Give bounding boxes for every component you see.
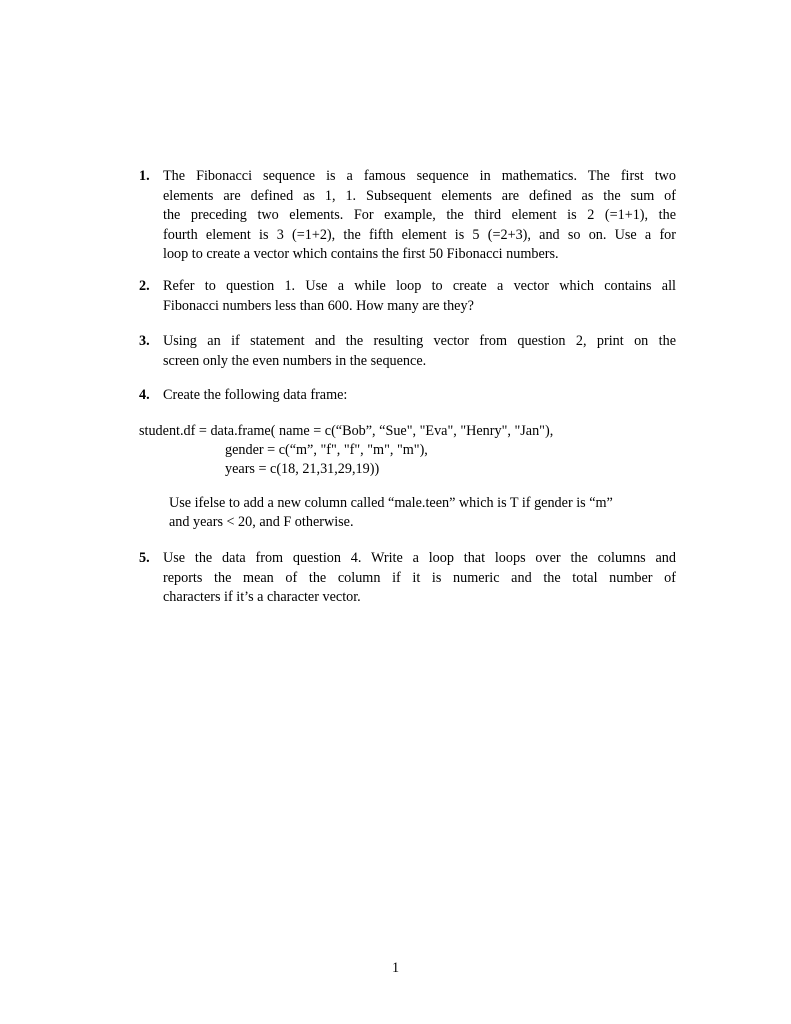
question-line: Using an if statement and the resulting vector from question 2, print on the: [163, 333, 676, 349]
question-text: [163, 332, 676, 371]
question-line: fourth element is 3 (=1+2), the fifth element is 5 (=2+3), and so on. Use a for: [163, 226, 676, 243]
question-line: screen only the even numbers in the sequence.: [163, 352, 427, 369]
note-line: Use ifelse to add a new column called “male.teen” which is T if gender is “m”: [169, 495, 613, 511]
question-line: The Fibonacci sequence is a famous sequence in mathematics. The first two: [163, 168, 676, 184]
page-number: 1: [391, 960, 400, 976]
question-2: [139, 277, 676, 316]
question-3: [139, 332, 676, 371]
question-number: 1.: [139, 168, 150, 184]
note-line: and years < 20, and F otherwise.: [169, 514, 354, 530]
question-line: loop to create a vector which contains the first 50 Fibonacci numbers.: [163, 246, 559, 262]
code-line: student.df = data.frame( name = c(“Bob”, “Sue", "Eva", "Henry", "Jan"),: [139, 423, 554, 439]
question-number: 5.: [139, 550, 150, 566]
question-line: characters if it’s a character vector.: [163, 589, 361, 605]
question-line: Refer to question 1. Use a while loop to create a vector which contains all: [163, 278, 676, 294]
question-line: reports the mean of the column if it is numeric and the total number of: [163, 569, 676, 586]
question-text: [163, 167, 676, 265]
question-number: 3.: [139, 333, 150, 349]
question-1: [139, 167, 676, 265]
question-line: Create the following data frame:: [163, 387, 348, 403]
question-line: Use the data from question 4. Write a loop that loops over the columns and: [163, 550, 676, 566]
question-line: elements are defined as 1, 1. Subsequent elements are defined as the sum of: [163, 187, 676, 204]
question-text: [163, 549, 676, 608]
code-block: [139, 422, 553, 479]
question-5: [139, 549, 676, 608]
question-number: 2.: [139, 278, 150, 294]
instruction-note: [169, 494, 679, 532]
question-line: the preceding two elements. For example, the third element is 2 (=1+1), the: [163, 207, 676, 223]
code-line: years = c(18, 21,31,29,19)): [225, 461, 380, 477]
question-text: [163, 386, 676, 406]
code-line: gender = c(“m”, "f", "f", "m", "m"),: [225, 442, 428, 458]
question-line: Fibonacci numbers less than 600. How many are they?: [163, 297, 474, 314]
question-text: [163, 277, 676, 316]
question-number: 4.: [139, 387, 150, 403]
question-4: [139, 386, 676, 406]
